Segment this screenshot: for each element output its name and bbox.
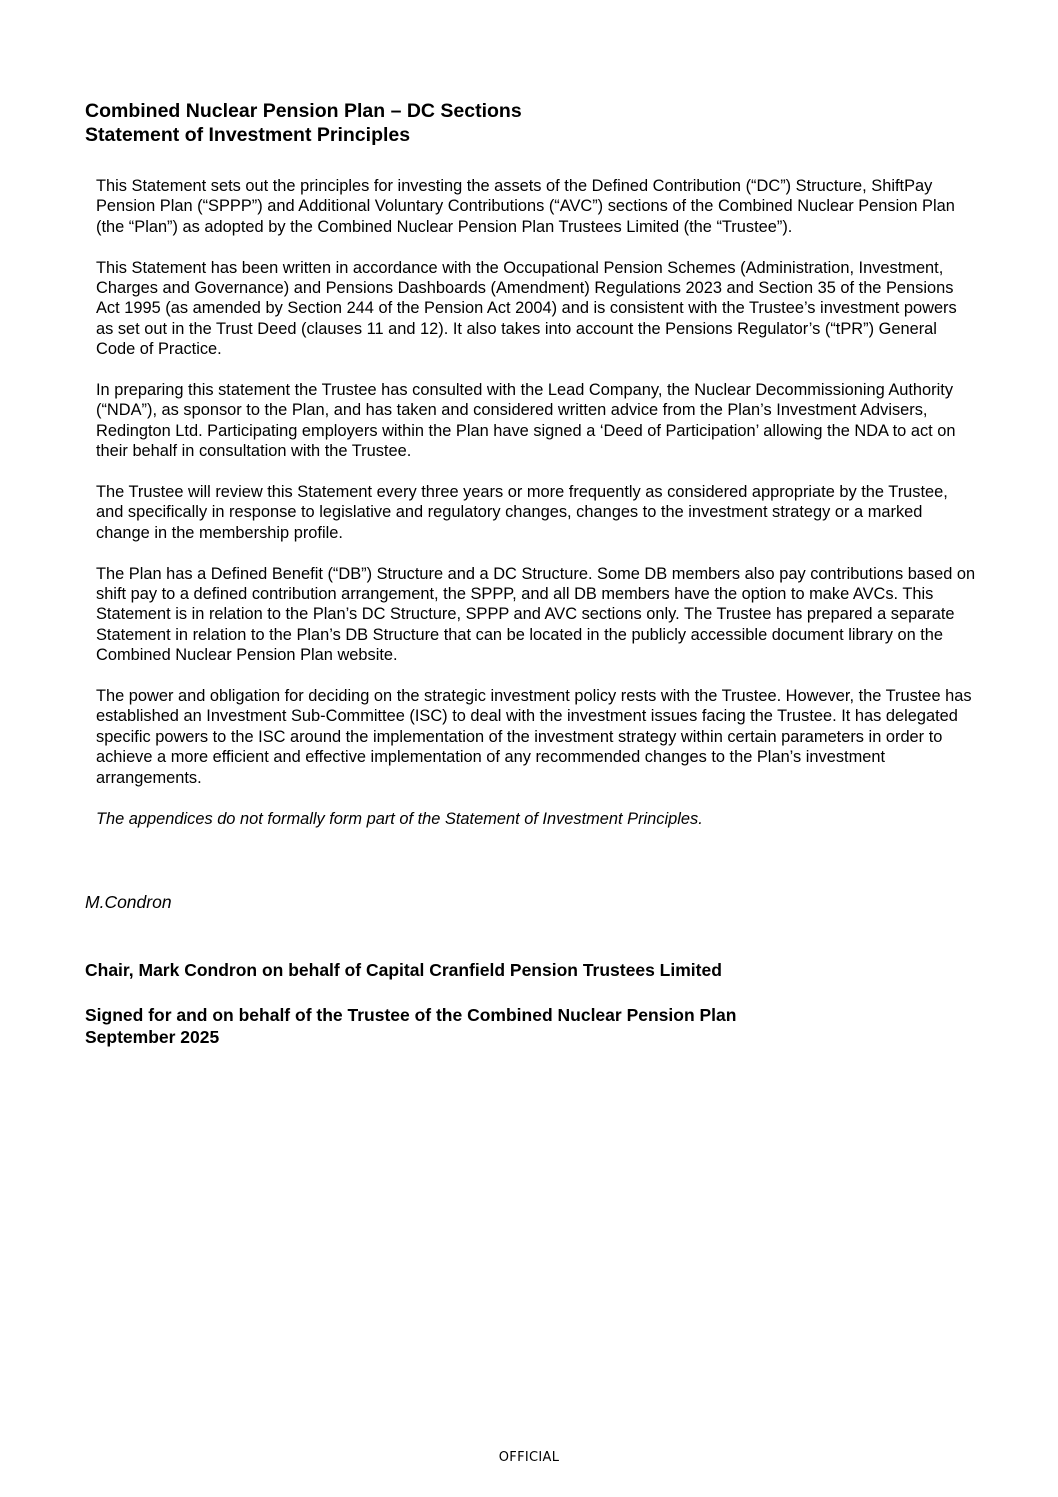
title-line-statement: Statement of Investment Principles (85, 124, 411, 146)
signature-date: September 2025 (85, 1027, 220, 1047)
footer-classification: OFFICIAL (498, 1450, 560, 1465)
paragraph-structure: The Plan has a Defined Benefit (“DB”) Structure and a DC Structure. Some DB members also pay contributions based on shift pay to a defined contribution arrangement, the SPPP, and all DB members have the option to make AVCs. This Statement is in relation to the Plan’s DC Structure, SPPP and AVC sections only. The Trustee has prepared a separate Statement in relation to the Plan’s DB Structure that can be located in the publicly accessible document library on the Combined Nuclear Pension Plan website. (96, 564, 976, 665)
document-title (85, 99, 522, 147)
signature-name: M.Condron (85, 892, 172, 912)
document-body (96, 176, 976, 849)
paragraph-purpose: This Statement sets out the principles for investing the assets of the Defined Contribution (“DC”) Structure, ShiftPay Pension Plan (“SPPP”) and Additional Voluntary Contributions (“AVC”) sections of the Combined Nuclear Pension Plan (the “Plan”) as adopted by the Combined Nuclear Pension Plan Trustees Limited (the “Trustee”). (96, 177, 955, 236)
paragraph-governance: The power and obligation for deciding on the strategic investment policy rests with the Trustee. However, the Trustee has established an Investment Sub-Committee (ISC) to deal with the investment issues facing the Trustee. It has delegated specific powers to the ISC around the implementation of the investment strategy within certain parameters in order to achieve a more efficient and effective implementation of any recommended changes to the Plan’s investment arrangements. (96, 687, 972, 787)
signed-on-behalf-line: Signed for and on behalf of the Trustee of the Combined Nuclear Pension Plan (85, 1005, 737, 1025)
title-line-plan: Combined Nuclear Pension Plan – DC Sections (85, 100, 522, 122)
paragraph-consultation: In preparing this statement the Trustee has consulted with the Lead Company, the Nuclear Decommissioning Authority (“NDA”), as sponsor to the Plan, and has taken and considered written advice from the Plan’s Investment Advisers, Redington Ltd. Participating employers within the Plan have signed a ‘Deed of Participation’ allowing the NDA to act on their behalf in consultation with the Trustee. (96, 381, 956, 461)
chair-line: Chair, Mark Condron on behalf of Capital Cranfield Pension Trustees Limited (85, 960, 722, 980)
paragraph-legislation: This Statement has been written in accordance with the Occupational Pension Schemes (Administration, Investment, Charges and Governance) and Pensions Dashboards (Amendment) Regulations 2023 and Section 35 of the Pensions Act 1995 (as amended by Section 244 of the Pension Act 2004) and is consistent with the Trustee’s investment powers as set out in the Trust Deed (clauses 11 and 12). It also takes into account the Pensions Regulator’s (“tPR”) General Code of Practice. (96, 258, 957, 359)
appendix-note: The appendices do not formally form part of the Statement of Investment Principles. (96, 809, 703, 828)
paragraph-review: The Trustee will review this Statement every three years or more frequently as considered appropriate by the Trustee, and specifically in response to legislative and regulatory changes, changes to the investment strategy or a marked change in the membership profile. (96, 483, 948, 542)
